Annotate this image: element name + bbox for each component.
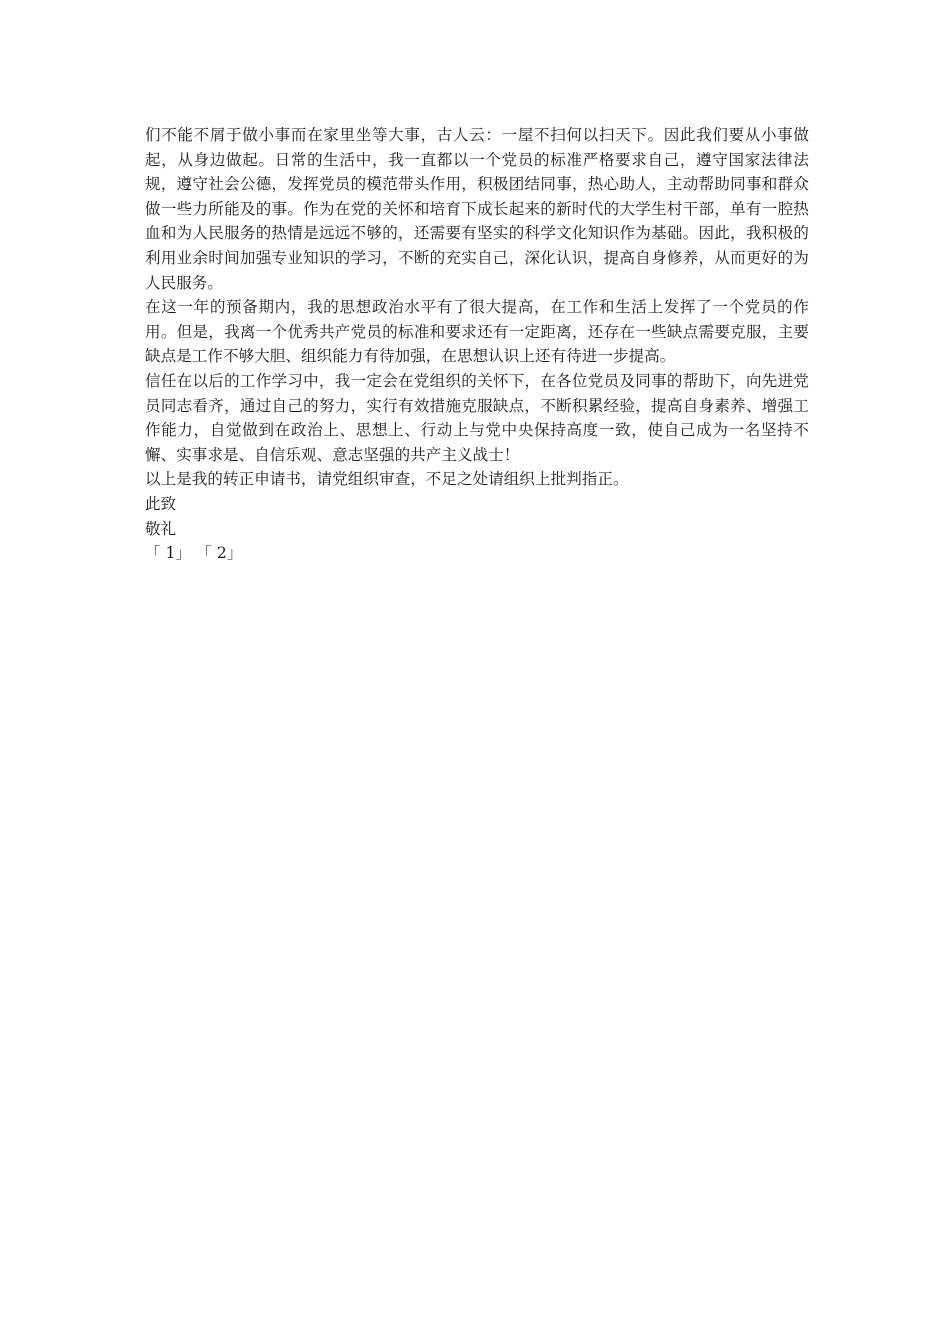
document-body bbox=[145, 123, 809, 566]
paragraph-2: 在这一年的预备期内，我的思想政治水平有了很大提高，在工作和生活上发挥了一个党员的作用。但是，我离一个优秀共产党员的标准和要求还有一定距离，还存在一些缺点需要克服，主要缺点是工作不够大胆、组织能力有待加强，在思想认识上还有待进一步提高。 bbox=[145, 298, 809, 366]
paragraph-4: 以上是我的转正申请书，请党组织审查，不足之处请组织上批判指正。 bbox=[145, 470, 629, 489]
paragraph-3: 信任在以后的工作学习中，我一定会在党组织的关怀下，在各位党员及同事的帮助下，向先进党员同志看齐，通过自己的努力，实行有效措施克服缺点，不断积累经验，提高自身素养、增强工作能力，自觉做到在政治上、思想上、行动上与党中央保持高度一致，使自己成为一名坚持不懈、实事求是、自信乐观、意志坚强的共产主义战士！ bbox=[145, 371, 809, 464]
page-link-1[interactable]: 「 1」 bbox=[145, 544, 192, 563]
paragraph-1: 们不能不屑于做小事而在家里坐等大事，古人云：一屋不扫何以扫天下。因此我们要从小事做起，从身边做起。日常的生活中，我一直都以一个党员的标准严格要求自己，遵守国家法律法规，遵守社会公德，发挥党员的模范带头作用，积极团结同事，热心助人，主动帮助同事和群众做一些力所能及的事。作为在党的关怀和培育下成长起来的新时代的大学生村干部，单有一腔热血和为人民服务的热情是远远不够的，还需要有坚实的科学文化知识作为基础。因此，我积极的利用业余时间加强专业知识的学习，不断的充实自己，深化认识，提高自身修养，从而更好的为人民服务。 bbox=[145, 126, 809, 292]
page-links bbox=[145, 541, 809, 566]
page-link-2[interactable]: 「 2」 bbox=[196, 544, 243, 563]
closing-line-1: 此致 bbox=[145, 494, 177, 513]
closing-line-2: 敬礼 bbox=[145, 519, 177, 538]
